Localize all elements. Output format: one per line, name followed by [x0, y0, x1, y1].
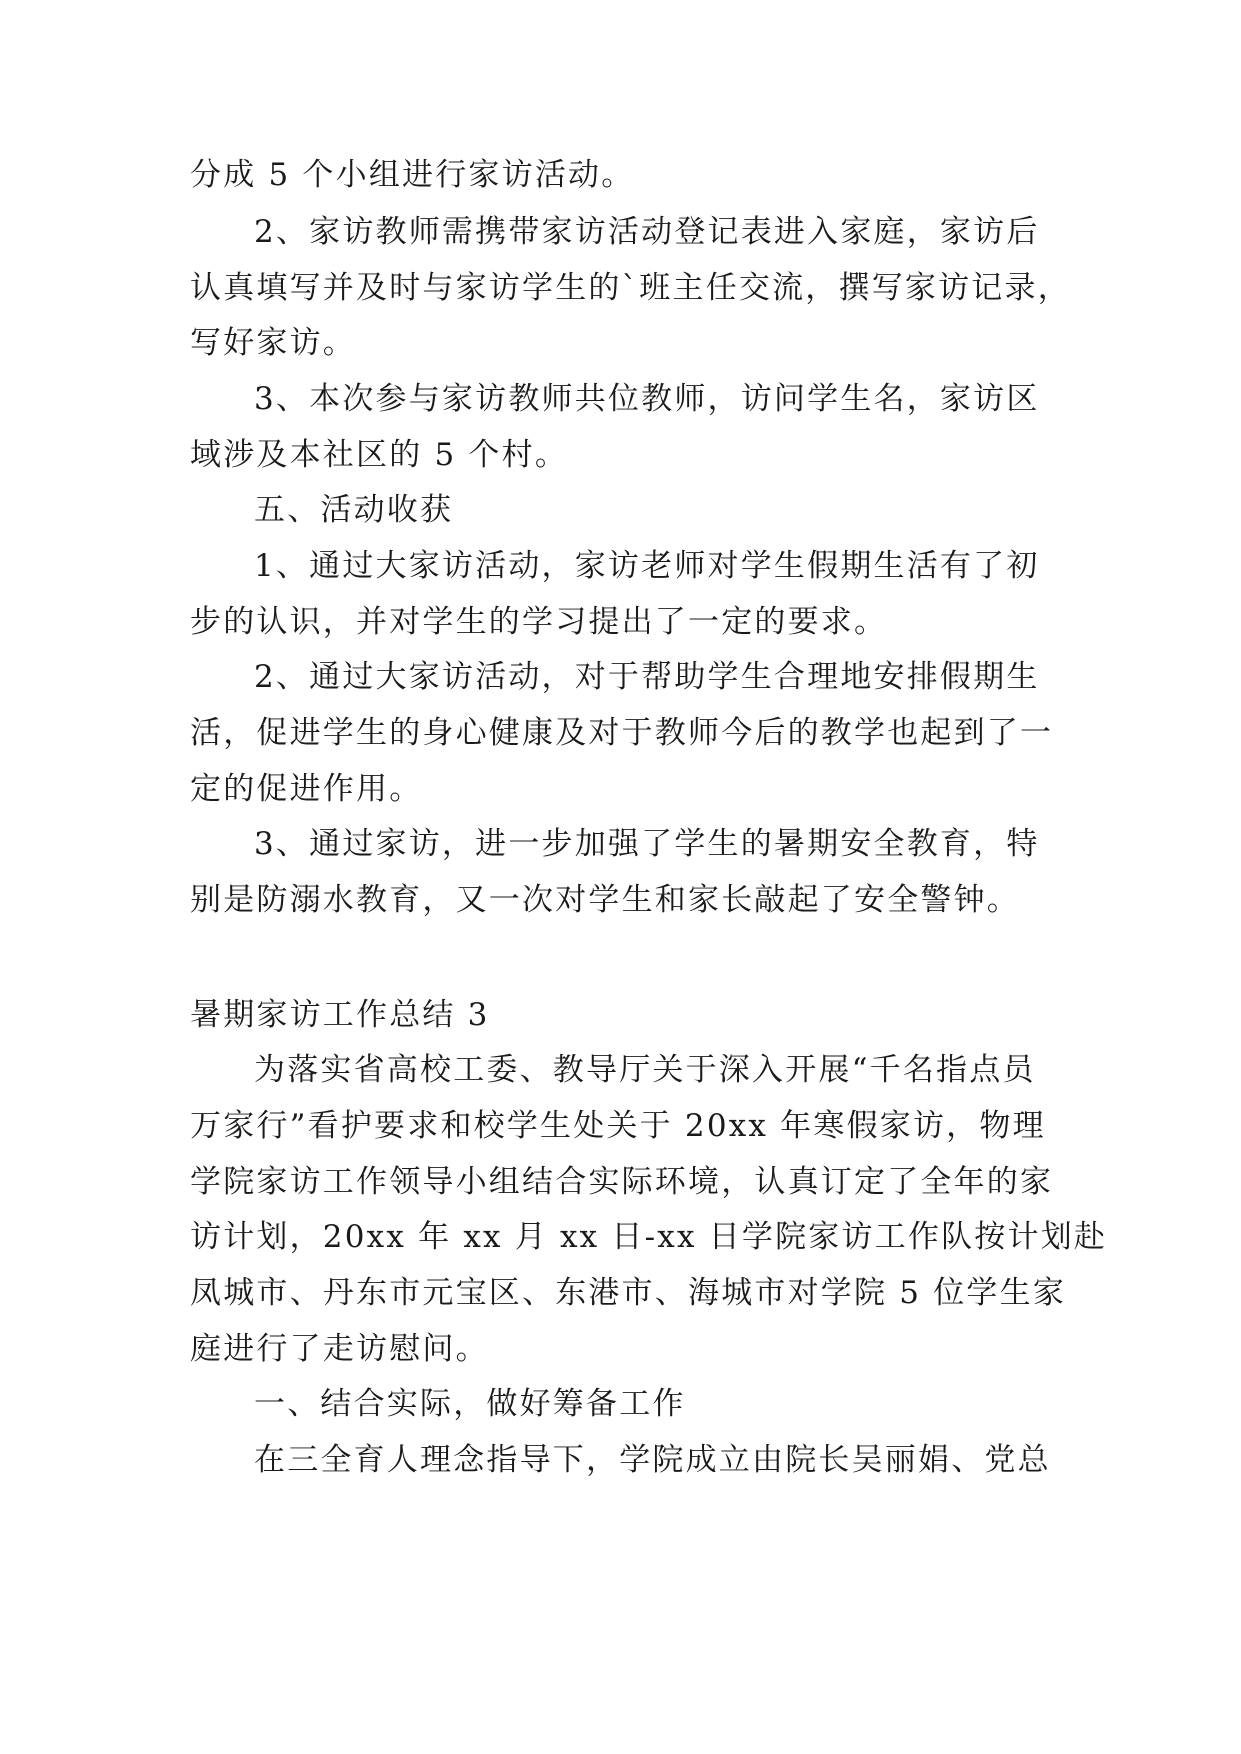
- text-line: 学院家访工作领导小组结合实际环境，认真订定了全年的家: [190, 1164, 1054, 1200]
- text-line: 认真填写并及时与家访学生的`班主任交流，撰写家访记录，: [190, 270, 1071, 306]
- text-line: 别是防溺水教育，又一次对学生和家长敲起了安全警钟。: [190, 882, 1020, 918]
- document-title: 暑期家访工作总结 3: [190, 997, 490, 1033]
- text-line: 活，促进学生的身心健康及对于教师今后的教学也起到了一: [190, 715, 1054, 751]
- text-line: 2、通过大家访活动，对于帮助学生合理地安排假期生: [254, 659, 1040, 695]
- text-line: 分成 5 个小组进行家访活动。: [190, 157, 635, 193]
- text-line: 3、本次参与家访教师共位教师，访问学生名，家访区: [254, 381, 1040, 417]
- text-line: 步的认识，并对学生的学习提出了一定的要求。: [190, 604, 888, 640]
- text-line: 在三全育人理念指导下，学院成立由院长吴丽娟、党总: [254, 1442, 1051, 1478]
- text-line: 域涉及本社区的 5 个村。: [190, 437, 569, 473]
- text-line: 1、通过大家访活动，家访老师对学生假期生活有了初: [254, 548, 1040, 584]
- text-line: 访计划，20xx 年 xx 月 xx 日-xx 日学院家访工作队按计划赴: [190, 1219, 1108, 1255]
- text-line: 万家行”看护要求和校学生处关于 20xx 年寒假家访，物理: [190, 1108, 1046, 1144]
- text-line: 为落实省高校工委、教导厅关于深入开展“千名指点员: [254, 1052, 1036, 1088]
- section-heading: 五、活动收获: [254, 492, 454, 528]
- text-line: 凤城市、丹东市元宝区、东港市、海城市对学院 5 位学生家: [190, 1275, 1067, 1311]
- text-line: 庭进行了走访慰问。: [190, 1331, 489, 1367]
- text-line: 3、通过家访，进一步加强了学生的暑期安全教育，特: [254, 826, 1040, 862]
- section-heading: 一、结合实际，做好筹备工作: [254, 1386, 686, 1422]
- text-line: 定的促进作用。: [190, 771, 423, 807]
- text-line: 写好家访。: [190, 325, 356, 361]
- text-line: 2、家访教师需携带家访活动登记表进入家庭，家访后: [254, 214, 1040, 250]
